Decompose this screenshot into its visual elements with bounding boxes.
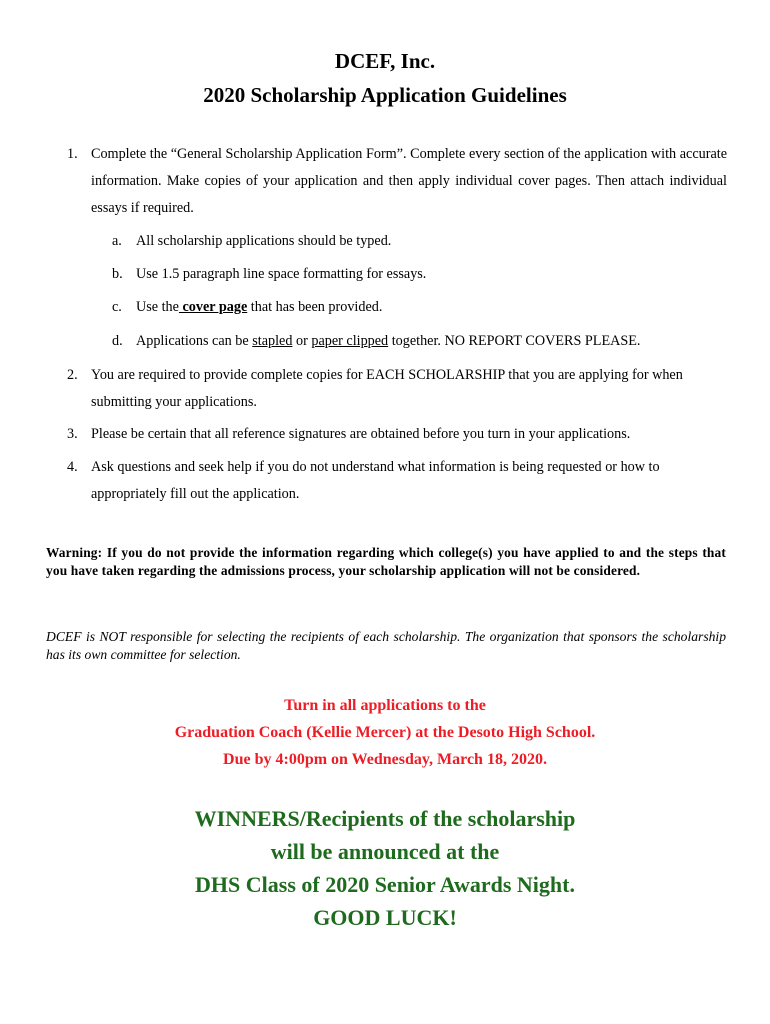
winners-line-3: DHS Class of 2020 Senior Awards Night.: [195, 872, 575, 897]
list-item: [67, 454, 727, 508]
list-item: [67, 141, 727, 222]
list-item-text: Complete the “General Scholarship Application Form”. Complete every section of the application with accurate information. Make copies of your application and then apply individual cover pages. Then attach individual essays if required.: [91, 146, 727, 216]
list-item-number: 3.: [67, 426, 78, 442]
winners-line-2: will be announced at the: [270, 839, 500, 864]
sub-item-text: Use 1.5 paragraph line space formatting for essays.: [136, 266, 427, 282]
list-item-text: You are required to provide complete copies for EACH SCHOLARSHIP that you are applying for when submitting your applications.: [91, 367, 683, 410]
turn-in-line-2: Graduation Coach (Kellie Mercer) at the Desoto High School.: [174, 724, 596, 741]
winners-line-1: WINNERS/Recipients of the scholarship: [194, 806, 576, 831]
sub-item-text: All scholarship applications should be typed.: [136, 233, 392, 249]
sub-item-text: [136, 328, 732, 355]
sub-item-letter: c.: [112, 299, 122, 315]
sub-item-d: [112, 328, 732, 355]
list-item-number: 1.: [67, 146, 78, 162]
sub-item-letter: a.: [112, 233, 122, 249]
sub-item-text-before: Use the: [136, 299, 179, 315]
sub-item-b: [112, 261, 732, 288]
sub-item-text-after: together. NO REPORT COVERS PLEASE.: [388, 333, 641, 349]
list-item-number: 2.: [67, 367, 78, 383]
org-name: DCEF, Inc.: [334, 49, 436, 73]
list-item-text: Ask questions and seek help if you do not understand what information is being requested or how to appropriately fill out the application.: [91, 459, 660, 502]
turn-in-line-1: Turn in all applications to the: [284, 697, 486, 714]
paper-clipped-link[interactable]: paper clipped: [311, 333, 389, 349]
warning-text: Warning: If you do not provide the information regarding which college(s) you have applied to and the steps that you have taken regarding the admissions process, your scholarship application will not be considered.: [46, 545, 726, 578]
list-item-text: Please be certain that all reference signatures are obtained before you turn in your applications.: [91, 426, 631, 442]
disclaimer-note: DCEF is NOT responsible for selecting the recipients of each scholarship. The organization that sponsors the scholarship has its own committee for selection.: [46, 629, 726, 662]
stapled-link[interactable]: stapled: [252, 333, 293, 349]
sub-item-c: [112, 294, 732, 321]
sub-item-text-mid: or: [292, 333, 312, 349]
sub-item-a: [112, 228, 732, 255]
sub-item-letter: b.: [112, 266, 123, 282]
list-item: [67, 362, 727, 416]
cover-page-link[interactable]: cover page: [178, 299, 248, 315]
list-item: [67, 421, 727, 448]
sub-item-text: [136, 294, 732, 321]
sub-item-text-after: that has been provided.: [247, 299, 383, 315]
due-date-line: Due by 4:00pm on Wednesday, March 18, 2020.: [223, 751, 547, 768]
list-item-number: 4.: [67, 459, 78, 475]
page-title: 2020 Scholarship Application Guidelines: [203, 83, 567, 107]
sub-item-text-before: Applications can be: [136, 333, 253, 349]
good-luck: GOOD LUCK!: [313, 905, 457, 930]
sub-item-letter: d.: [112, 333, 123, 349]
